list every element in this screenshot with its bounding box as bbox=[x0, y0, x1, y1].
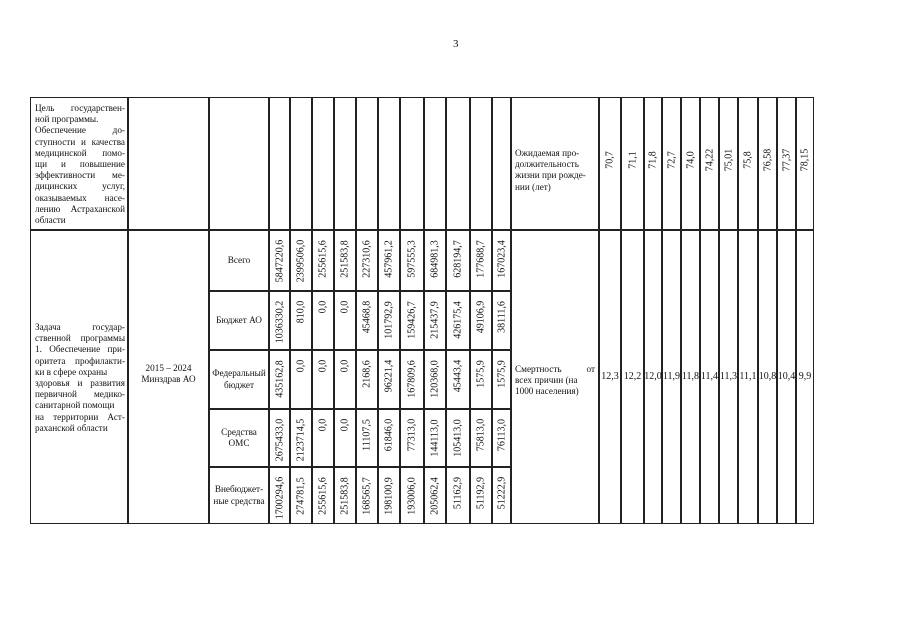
funding-cell-empty bbox=[312, 97, 334, 230]
funding-value: 426175,4 bbox=[452, 301, 464, 339]
funding-value-cell bbox=[334, 409, 356, 467]
funding-value: 0,0 bbox=[295, 359, 307, 373]
life-expectancy-value: 75,01 bbox=[723, 148, 734, 172]
life-expectancy-value: 72,7 bbox=[666, 151, 677, 169]
funding-value: 101792,9 bbox=[383, 301, 395, 339]
funding-value: 76113,0 bbox=[496, 419, 507, 452]
funding-value: 167023,4 bbox=[496, 240, 507, 278]
funding-source-label: ные средства bbox=[213, 495, 265, 506]
mortality-value: 11,3 bbox=[719, 371, 738, 382]
goal-text: области bbox=[35, 215, 66, 225]
funding-value: 274781,5 bbox=[295, 477, 307, 515]
goal-text: Цель государствен- bbox=[35, 103, 125, 113]
period-cell-empty bbox=[128, 97, 209, 230]
life-expectancy-value: 77,37 bbox=[781, 148, 792, 172]
funding-value: 0,0 bbox=[339, 418, 351, 432]
task-text: первичной медико- bbox=[35, 389, 125, 400]
funding-cell-empty bbox=[269, 97, 290, 230]
funding-value: 0,0 bbox=[339, 359, 351, 373]
task-text: ки в сфере охраны bbox=[35, 366, 108, 377]
life-expectancy-label: нии (лет) bbox=[515, 181, 551, 192]
funding-source-label: Средства bbox=[221, 426, 257, 437]
funding-value: 597555,3 bbox=[406, 240, 418, 278]
funding-value: 251583,8 bbox=[339, 240, 351, 278]
mortality-label: Смертность от bbox=[515, 364, 595, 374]
mortality-label: 1000 населения) bbox=[515, 386, 579, 397]
mortality-value: 12,2 bbox=[623, 371, 642, 382]
funding-value: 251583,8 bbox=[339, 477, 351, 515]
funding-value: 255615,6 bbox=[317, 240, 329, 278]
task-text: Задача государ- bbox=[35, 322, 125, 332]
funding-value: 810,0 bbox=[295, 300, 307, 324]
funding-value: 1700294,6 bbox=[274, 477, 285, 520]
life-expectancy-value: 71,8 bbox=[647, 151, 659, 169]
funding-value: 105413,0 bbox=[452, 419, 464, 457]
funding-value: 38111,6 bbox=[496, 301, 507, 334]
task-text: оритета профилакти- bbox=[35, 355, 125, 366]
mortality-value: 11,4 bbox=[700, 371, 719, 382]
funding-value: 51162,9 bbox=[452, 477, 464, 510]
funding-value: 193006,0 bbox=[406, 477, 418, 515]
funding-value: 227310,6 bbox=[361, 240, 373, 278]
funding-source-label: Федеральный bbox=[212, 368, 266, 379]
funding-cell-empty bbox=[378, 97, 400, 230]
funding-value: 2168,6 bbox=[361, 359, 373, 388]
funding-source-label: бюджет bbox=[223, 379, 255, 390]
funding-value: 628194,7 bbox=[452, 240, 464, 278]
funding-source-label: Бюджет АО bbox=[216, 314, 262, 325]
funding-value: 684981,3 bbox=[429, 240, 441, 278]
funding-value: 1575,9 bbox=[496, 359, 507, 388]
mortality-value: 9,9 bbox=[798, 371, 812, 382]
mortality-value: 12,3 bbox=[601, 371, 619, 382]
funding-value: 215437,9 bbox=[429, 301, 441, 339]
funding-value-cell bbox=[312, 409, 334, 467]
funding-value: 61846,0 bbox=[383, 418, 395, 452]
funding-value: 457961,2 bbox=[383, 240, 395, 278]
task-text: раханской области bbox=[35, 422, 108, 433]
executor-text: Минздрав АО bbox=[141, 374, 196, 384]
goal-text: ступности и качества bbox=[35, 136, 125, 147]
funding-value: 0,0 bbox=[317, 300, 329, 314]
mortality-value: 11,1 bbox=[739, 371, 757, 382]
funding-value: 2123714,5 bbox=[295, 419, 307, 462]
goal-text: медицинской помо- bbox=[35, 147, 125, 158]
funding-value: 0,0 bbox=[317, 418, 329, 432]
funding-value: 167809,6 bbox=[406, 360, 418, 398]
goal-text: лению Астраханской bbox=[35, 203, 125, 214]
page-number: 3 bbox=[453, 38, 459, 50]
funding-cell-empty bbox=[492, 97, 511, 230]
funding-cell-empty bbox=[446, 97, 470, 230]
goal-text: оказываемых насе- bbox=[35, 192, 125, 203]
funding-source-label: Внебюджет- bbox=[214, 484, 264, 495]
goal-text: дицинских услуг, bbox=[35, 181, 125, 192]
funding-value: 75813,0 bbox=[475, 418, 487, 452]
life-expectancy-label: Ожидаемая про- bbox=[515, 148, 580, 158]
funding-value: 1575,9 bbox=[475, 359, 487, 388]
goal-text: ной программы. bbox=[35, 114, 99, 125]
task-text: на территории Аст- bbox=[35, 411, 125, 422]
mortality-value: 10,8 bbox=[758, 371, 777, 382]
mortality-value: 12,0 bbox=[644, 371, 662, 382]
funding-value: 198100,9 bbox=[383, 477, 395, 515]
life-expectancy-value: 70,7 bbox=[604, 151, 616, 169]
funding-value: 45468,8 bbox=[361, 300, 373, 334]
funding-value: 51192,9 bbox=[475, 477, 487, 510]
life-expectancy-value: 75,8 bbox=[742, 151, 754, 169]
funding-cell-empty bbox=[400, 97, 424, 230]
task-text: санитарной помощи bbox=[35, 400, 115, 411]
life-expectancy-value: 76,58 bbox=[762, 148, 773, 172]
goal-text: Обеспечение до- bbox=[35, 125, 125, 136]
funding-value: 159426,7 bbox=[406, 301, 418, 339]
funding-value: 45443,4 bbox=[452, 359, 464, 393]
goal-text: щи и повышение bbox=[35, 159, 125, 169]
funding-value: 435162,8 bbox=[274, 360, 285, 398]
mortality-value: 10,4 bbox=[777, 371, 796, 382]
funding-value: 120368,0 bbox=[429, 360, 441, 398]
funding-value: 144113,0 bbox=[429, 419, 441, 457]
life-expectancy-value: 71,1 bbox=[627, 151, 638, 169]
goal-text: эффективности ме- bbox=[35, 170, 125, 181]
funding-value: 96221,4 bbox=[383, 359, 395, 393]
life-expectancy-value: 74,22 bbox=[704, 148, 715, 172]
mortality-value: 11,9 bbox=[662, 371, 681, 382]
funding-source-label: ОМС bbox=[228, 438, 250, 448]
life-expectancy-label: жизни при рожде- bbox=[515, 170, 586, 181]
life-expectancy-label: должительность bbox=[515, 159, 579, 170]
period-text: 2015 – 2024 bbox=[145, 363, 192, 373]
funding-value: 2399506,0 bbox=[295, 240, 307, 283]
funding-source-label: Всего bbox=[227, 254, 251, 265]
life-expectancy-value: 78,15 bbox=[799, 148, 811, 172]
funding-cell-empty bbox=[334, 97, 356, 230]
task-text: 1. Обеспечение при- bbox=[35, 344, 125, 355]
funding-value: 0,0 bbox=[339, 300, 351, 314]
funding-value: 205062,4 bbox=[429, 477, 441, 515]
funding-value: 177688,7 bbox=[475, 240, 487, 278]
funding-value: 0,0 bbox=[317, 359, 329, 373]
funding-cell-empty bbox=[290, 97, 312, 230]
funding-value: 255615,6 bbox=[317, 477, 329, 515]
funding-cell-empty bbox=[356, 97, 378, 230]
funding-value: 51222,9 bbox=[496, 476, 507, 510]
funding-value: 168565,7 bbox=[361, 477, 373, 515]
funding-cell-empty bbox=[470, 97, 492, 230]
task-text: здоровья и развития bbox=[35, 378, 125, 388]
funding-value: 11107,5 bbox=[361, 419, 373, 452]
task-text: ственной программы bbox=[35, 333, 125, 344]
mortality-label: всех причин (на bbox=[515, 375, 578, 386]
funding-value: 77313,0 bbox=[406, 418, 418, 452]
life-expectancy-value: 74,0 bbox=[685, 151, 696, 169]
funding-value: 1036330,2 bbox=[274, 301, 285, 344]
funding-value: 49106,9 bbox=[475, 300, 487, 334]
funding-cell-empty bbox=[424, 97, 446, 230]
funding-value: 2675433,0 bbox=[274, 419, 285, 462]
mortality-value: 11,8 bbox=[681, 371, 700, 382]
funding-value: 5847220,6 bbox=[274, 240, 285, 283]
source-cell-empty bbox=[209, 97, 269, 230]
